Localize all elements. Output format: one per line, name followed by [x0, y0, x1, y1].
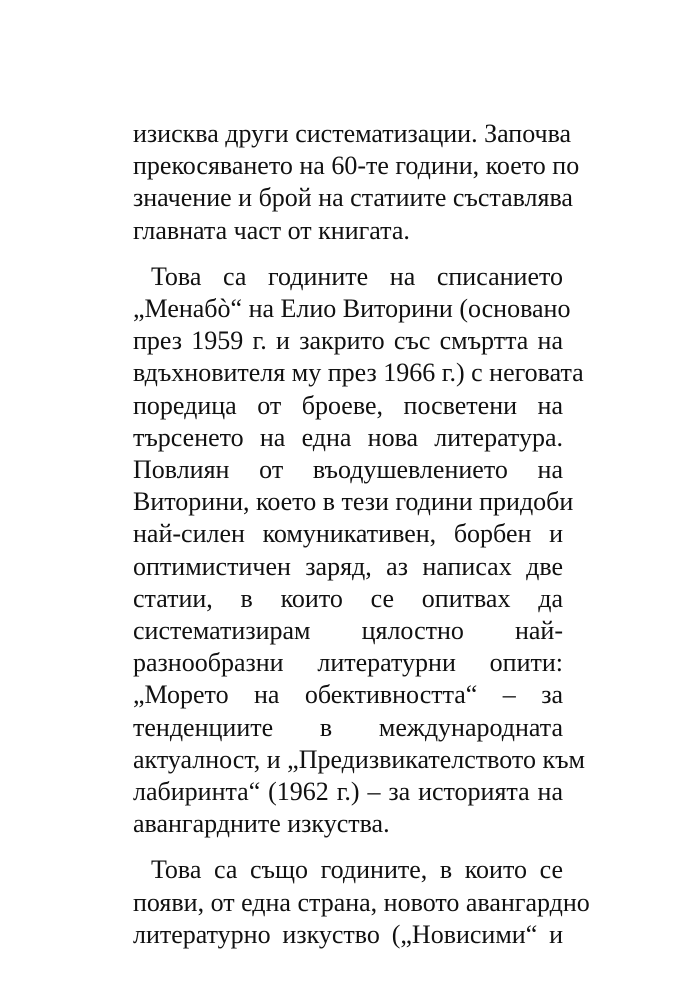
- body-text: [133, 118, 590, 951]
- paragraph-3: [133, 854, 590, 951]
- text-line: лабиринта“ (1962 г.) – за историята на: [133, 777, 563, 807]
- text-line: авангардните изкуства.: [133, 809, 390, 839]
- paragraph-1: [133, 118, 580, 247]
- text-line: през 1959 г. и закрито със смъртта на: [133, 326, 563, 356]
- text-line: Това са годините на списанието: [151, 261, 563, 291]
- text-line: оптимистичен заряд, аз написах две: [133, 551, 563, 581]
- text-line: разнообразни литературни опити:: [133, 648, 563, 678]
- text-line: прекосяването на 60-те години, което по: [133, 151, 580, 181]
- text-line: появи, от една страна, новото авангардно: [133, 887, 590, 917]
- text-line: изисква други систематизации. Започва: [133, 119, 572, 148]
- text-line: статии, в които се опитвах да: [133, 583, 563, 613]
- text-line: най-силен комуникативен, борбен и: [133, 519, 563, 549]
- text-line: актуалност, и „Предизвикателството към: [133, 744, 585, 774]
- text-line: главната част от книгата.: [133, 215, 410, 245]
- text-line: търсенето на една нова литература.: [133, 422, 563, 452]
- text-line: литературно изкуство („Новисими“ и: [133, 919, 563, 949]
- text-line: „Морето на обективността“ – за: [133, 680, 563, 710]
- text-line: Виторини, което в тези години придоби: [133, 487, 574, 517]
- paragraph-2: [133, 261, 585, 841]
- text-line: Повлиян от въодушевлението на: [133, 455, 563, 485]
- text-line: Това са също годините, в които се: [151, 855, 563, 885]
- text-line: вдъхновителя му през 1966 г.) с неговата: [133, 358, 584, 388]
- text-line: значение и брой на статиите съставлява: [133, 183, 573, 213]
- text-line: „Менабò“ на Елио Виторини (основано: [133, 294, 571, 324]
- text-line: систематизирам цялостно най-: [133, 616, 563, 646]
- text-line: тенденциите в международната: [133, 712, 563, 742]
- text-line: поредица от броеве, посветени на: [133, 390, 563, 420]
